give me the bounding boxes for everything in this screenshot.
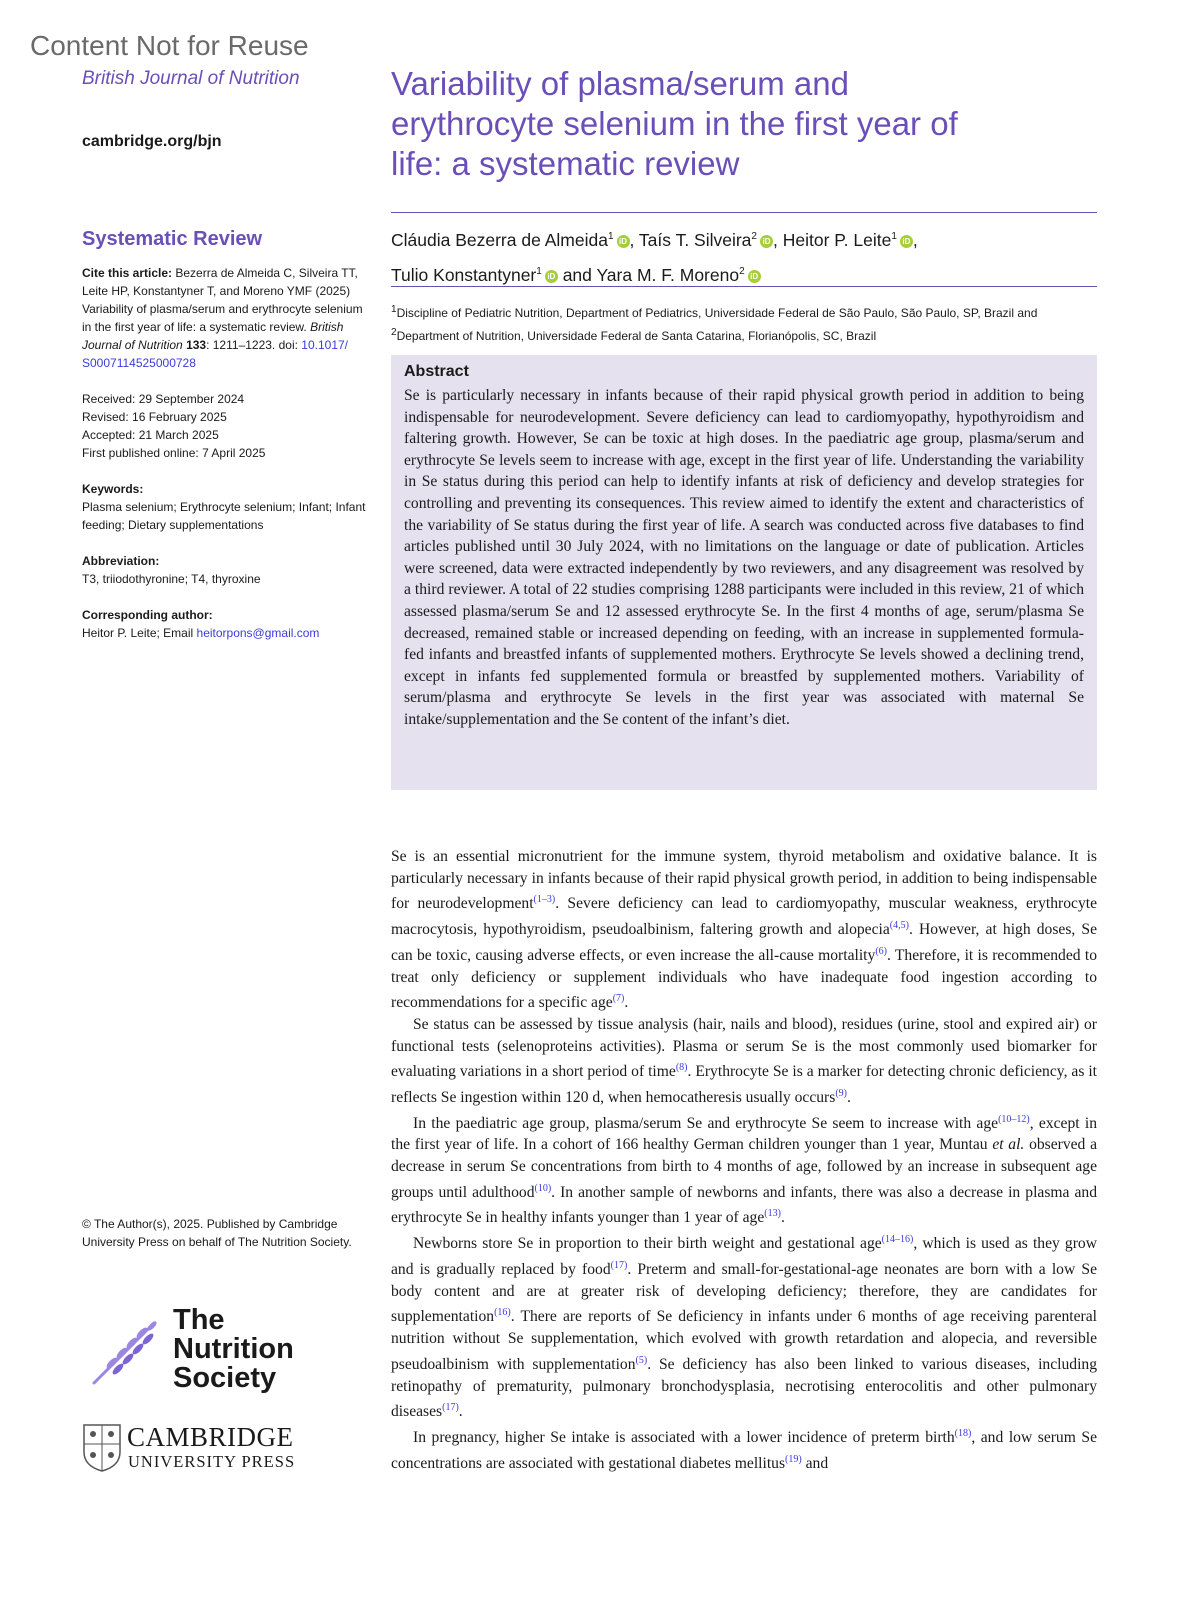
- body-text: [391, 846, 1097, 1474]
- affiliation-marker: 1: [536, 265, 542, 277]
- orcid-icon[interactable]: iD: [617, 235, 630, 248]
- author-separator: and: [557, 264, 597, 285]
- reference-link[interactable]: (17): [442, 1402, 459, 1414]
- affiliations: $^1$Discipline of Pediatric Nutrition, Department of Pediatrics, Universidade Federal de São Paulo, São Paulo, SP, Brazil and $^2$Department of Nutrition, Universidade Federal de Santa Catarina, Florianópolis, SC, Brazil: [391, 304, 1038, 343]
- author-name: Cláudia Bezerra de Almeida: [391, 229, 608, 250]
- affiliation-marker: 2: [739, 265, 745, 277]
- reference-link[interactable]: (4,5): [889, 919, 909, 931]
- cambridge-logo-text: CAMBRIDGE: [127, 1422, 294, 1452]
- author-list: [391, 221, 1097, 291]
- journal-url[interactable]: cambridge.org/bjn: [82, 133, 222, 150]
- cambridge-logo-subtext: UNIVERSITY PRESS: [128, 1452, 296, 1471]
- affiliation-marker: 1: [891, 231, 897, 242]
- reference-link[interactable]: (1–3): [533, 894, 556, 906]
- abstract-box: [391, 355, 1097, 790]
- body-paragraph: In the paediatric age group, plasma/serum Se and erythrocyte Se seem to increase with age$^{(10-12)}$, except in the first year of life. In a cohort of 166 healthy German children younger than 1 year, Muntau et al. observed a decrease in serum Se concentrations from birth to 4 months of age, followed by an increase in subsequent age groups until adulthood$^{(10)}$. In another sample of newborns and infants, there was also a decrease in plasma and erythrocyte Se in healthy infants younger than 1 year of age$^{(13)}$.: [391, 1113, 1097, 1227]
- author-name: Yara M. F. Moreno: [596, 264, 740, 285]
- author-name: Taís T. Silveira: [638, 229, 752, 250]
- copyright-notice: © The Author(s), 2025. Published by Cambridge University Press on behalf of The Nutrition Society.: [82, 1217, 352, 1249]
- author-divider: [391, 286, 1097, 287]
- body-paragraph: Se status can be assessed by tissue analysis (hair, nails and blood), residues (urine, stool and expired air) or functional tests (selenoproteins activities). Plasma or serum Se is the most commonly used biomarker for evaluating variations in a short period of time$^{(8)}$. Erythrocyte Se is a marker for detecting chronic deficiency, as it reflects Se ingestion within 120 d, when hemocatheresis usually occurs$^{(9)}$.: [391, 1015, 1098, 1107]
- article-sidebar: [82, 230, 367, 660]
- doi-link[interactable]: 10.1017/ S0007114525000728: [82, 338, 349, 370]
- orcid-icon[interactable]: iD: [760, 235, 773, 248]
- reference-link[interactable]: (5): [635, 1354, 648, 1366]
- affiliation-marker: 1: [607, 231, 614, 242]
- reference-link[interactable]: (16): [494, 1307, 511, 1319]
- orcid-icon[interactable]: iD: [900, 235, 913, 248]
- reference-link[interactable]: (7): [612, 993, 625, 1005]
- title-divider: [391, 212, 1097, 213]
- keywords-block: Keywords: Plasma selenium; Erythrocyte selenium; Infant; Infant feeding; Dietary supplementations: [82, 482, 366, 532]
- author-name: Heitor P. Leite: [782, 229, 892, 250]
- reference-link[interactable]: (6): [875, 945, 887, 957]
- reference-link[interactable]: (9): [835, 1087, 847, 1099]
- journal-name[interactable]: British Journal of Nutrition: [82, 68, 300, 89]
- reference-link[interactable]: (10–12): [998, 1113, 1030, 1125]
- reference-link[interactable]: (13): [764, 1208, 781, 1220]
- author-separator: ,: [912, 229, 918, 250]
- abbreviation-block: Abbreviation: T3, triiodothyronine; T4, thyroxine: [82, 554, 261, 586]
- orcid-icon[interactable]: iD: [545, 270, 558, 283]
- reference-link[interactable]: (19): [785, 1453, 802, 1465]
- orcid-icon[interactable]: iD: [748, 270, 761, 283]
- email-link[interactable]: heitorpons@gmail.com: [196, 626, 320, 640]
- article-type: Systematic Review: [82, 228, 263, 250]
- reference-link[interactable]: (17): [610, 1259, 628, 1271]
- italic-text: et al.: [992, 1136, 1025, 1154]
- history-dates: Received: 29 September 2024 Revised: 16 February 2025 Accepted: 21 March 2025 First published online: 7 April 2025: [82, 392, 266, 460]
- society-logo-text: The Nutrition Society: [173, 1304, 294, 1394]
- citation-block: Cite this article: Bezerra de Almeida C, Silveira TT, Leite HP, Konstantyner T, and Moreno YMF (2025) Variability of plasma/serum and erythrocyte selenium in the first year of life: a systematic review. British Journal of Nutrition 133: 1211–1223. doi: 10.1017/ S0007114525000728: [82, 266, 363, 370]
- author-name: Tulio Konstantyner: [391, 264, 537, 285]
- abstract-text: Se is particularly necessary in infants because of their rapid physical growth period in addition to being indispensable for neurodevelopment. Severe deficiency can lead to cardiomyopathy, hypothyroidism and faltering growth. However, Se can be toxic at high doses. In the paediatric age group, plasma/serum and erythrocyte Se levels seem to increase with age, except in the first year of life. Understanding the variability in Se status during this period can help to identify infants at risk of deficiency and develop strategies for controlling and preventing its consequences. This review aimed to identify the extent and characteristics of the variability of Se status during the first year of life. A search was conducted across five databases to find articles published until 30 July 2024, with no limitations on the language or date of publication. Articles were screened, data were extracted independently by two reviewers, and any disagreement was resolved by a third reviewer. A total of 22 studies comprising 1288 participants were included in this review, 21 of which assessed plasma/serum Se and 12 assessed erythrocyte Se. In the first 4 months of age, serum/plasma Se decreased, remained stable or increased depending on feeding, with an increase in supplemented formula-fed infants and breastfed infants of supplemented mothers. Erythrocyte Se levels showed a declining trend, except in infants fed supplemented formula or breastfed by supplemented mothers. Variability of serum/plasma and erythrocyte Se levels in the first year was associated with maternal Se intake/supplementation and the Se content of the infant’s diet.: [404, 387, 1084, 728]
- author-separator: ,: [772, 229, 783, 250]
- body-paragraph: In pregnancy, higher Se intake is associated with a lower incidence of preterm birth$^{(18)}$, and low serum Se concentrations are associated with gestational diabetes mellitus$^{(19)}$ and: [391, 1427, 1097, 1472]
- author-separator: ,: [629, 229, 639, 250]
- corresponding-author: Corresponding author: Heitor P. Leite; Email heitorpons@gmail.com: [82, 608, 320, 640]
- reference-link[interactable]: (8): [675, 1062, 688, 1074]
- reference-link[interactable]: (14–16): [881, 1234, 914, 1246]
- body-paragraph: Newborns store Se in proportion to their birth weight and gestational age$^{(14-16)}$, which is used as they grow and is gradually replaced by food$^{(17)}$. Preterm and small-for-gestational-age neonates are born with a low Se body content and are at greater risk of developing deficiency; therefore, they are candidates for supplementation$^{(16)}$. There are reports of Se deficiency in infants under 6 months of age receiving parenteral nutrition without Se supplementation, which evolved with growth retardation and alopecia, and reversible pseudoalbinism with supplementation$^{(5)}$. Se deficiency has also been linked to various diseases, including retinopathy of prematurity, pulmonary bronchodysplasia, necrotising enterocolitis and other pulmonary diseases$^{(17)}$.: [391, 1234, 1097, 1421]
- reference-link[interactable]: (10): [534, 1182, 552, 1194]
- watermark: Content Not for Reuse: [30, 30, 309, 61]
- affiliation-marker: 2: [751, 231, 757, 242]
- body-paragraph: Se is an essential micronutrient for the immune system, thyroid metabolism and oxidative balance. It is particularly necessary in infants because of their rapid physical growth period, in addition to being indispensable for neurodevelopment$^{(1-3)}$. Severe deficiency can lead to cardiomyopathy, muscular weakness, erythrocyte macrocytosis, hypothyroidism, pseudoalbinism, faltering growth and alopecia$^{(4,5)}$. However, at high doses, Se can be toxic, causing adverse effects, or even increase the all-cause mortality$^{(6)}$. Therefore, it is recommended to treat only deficiency or supplement individuals who have inadequate food ingestion according to recommendations for a specific age$^{(7)}$.: [391, 848, 1097, 1012]
- abstract-heading: Abstract: [404, 363, 469, 380]
- reference-link[interactable]: (18): [954, 1427, 972, 1439]
- article-title: Variability of plasma/serum and erythrocyte selenium in the first year of life: a systematic review: [391, 65, 958, 182]
